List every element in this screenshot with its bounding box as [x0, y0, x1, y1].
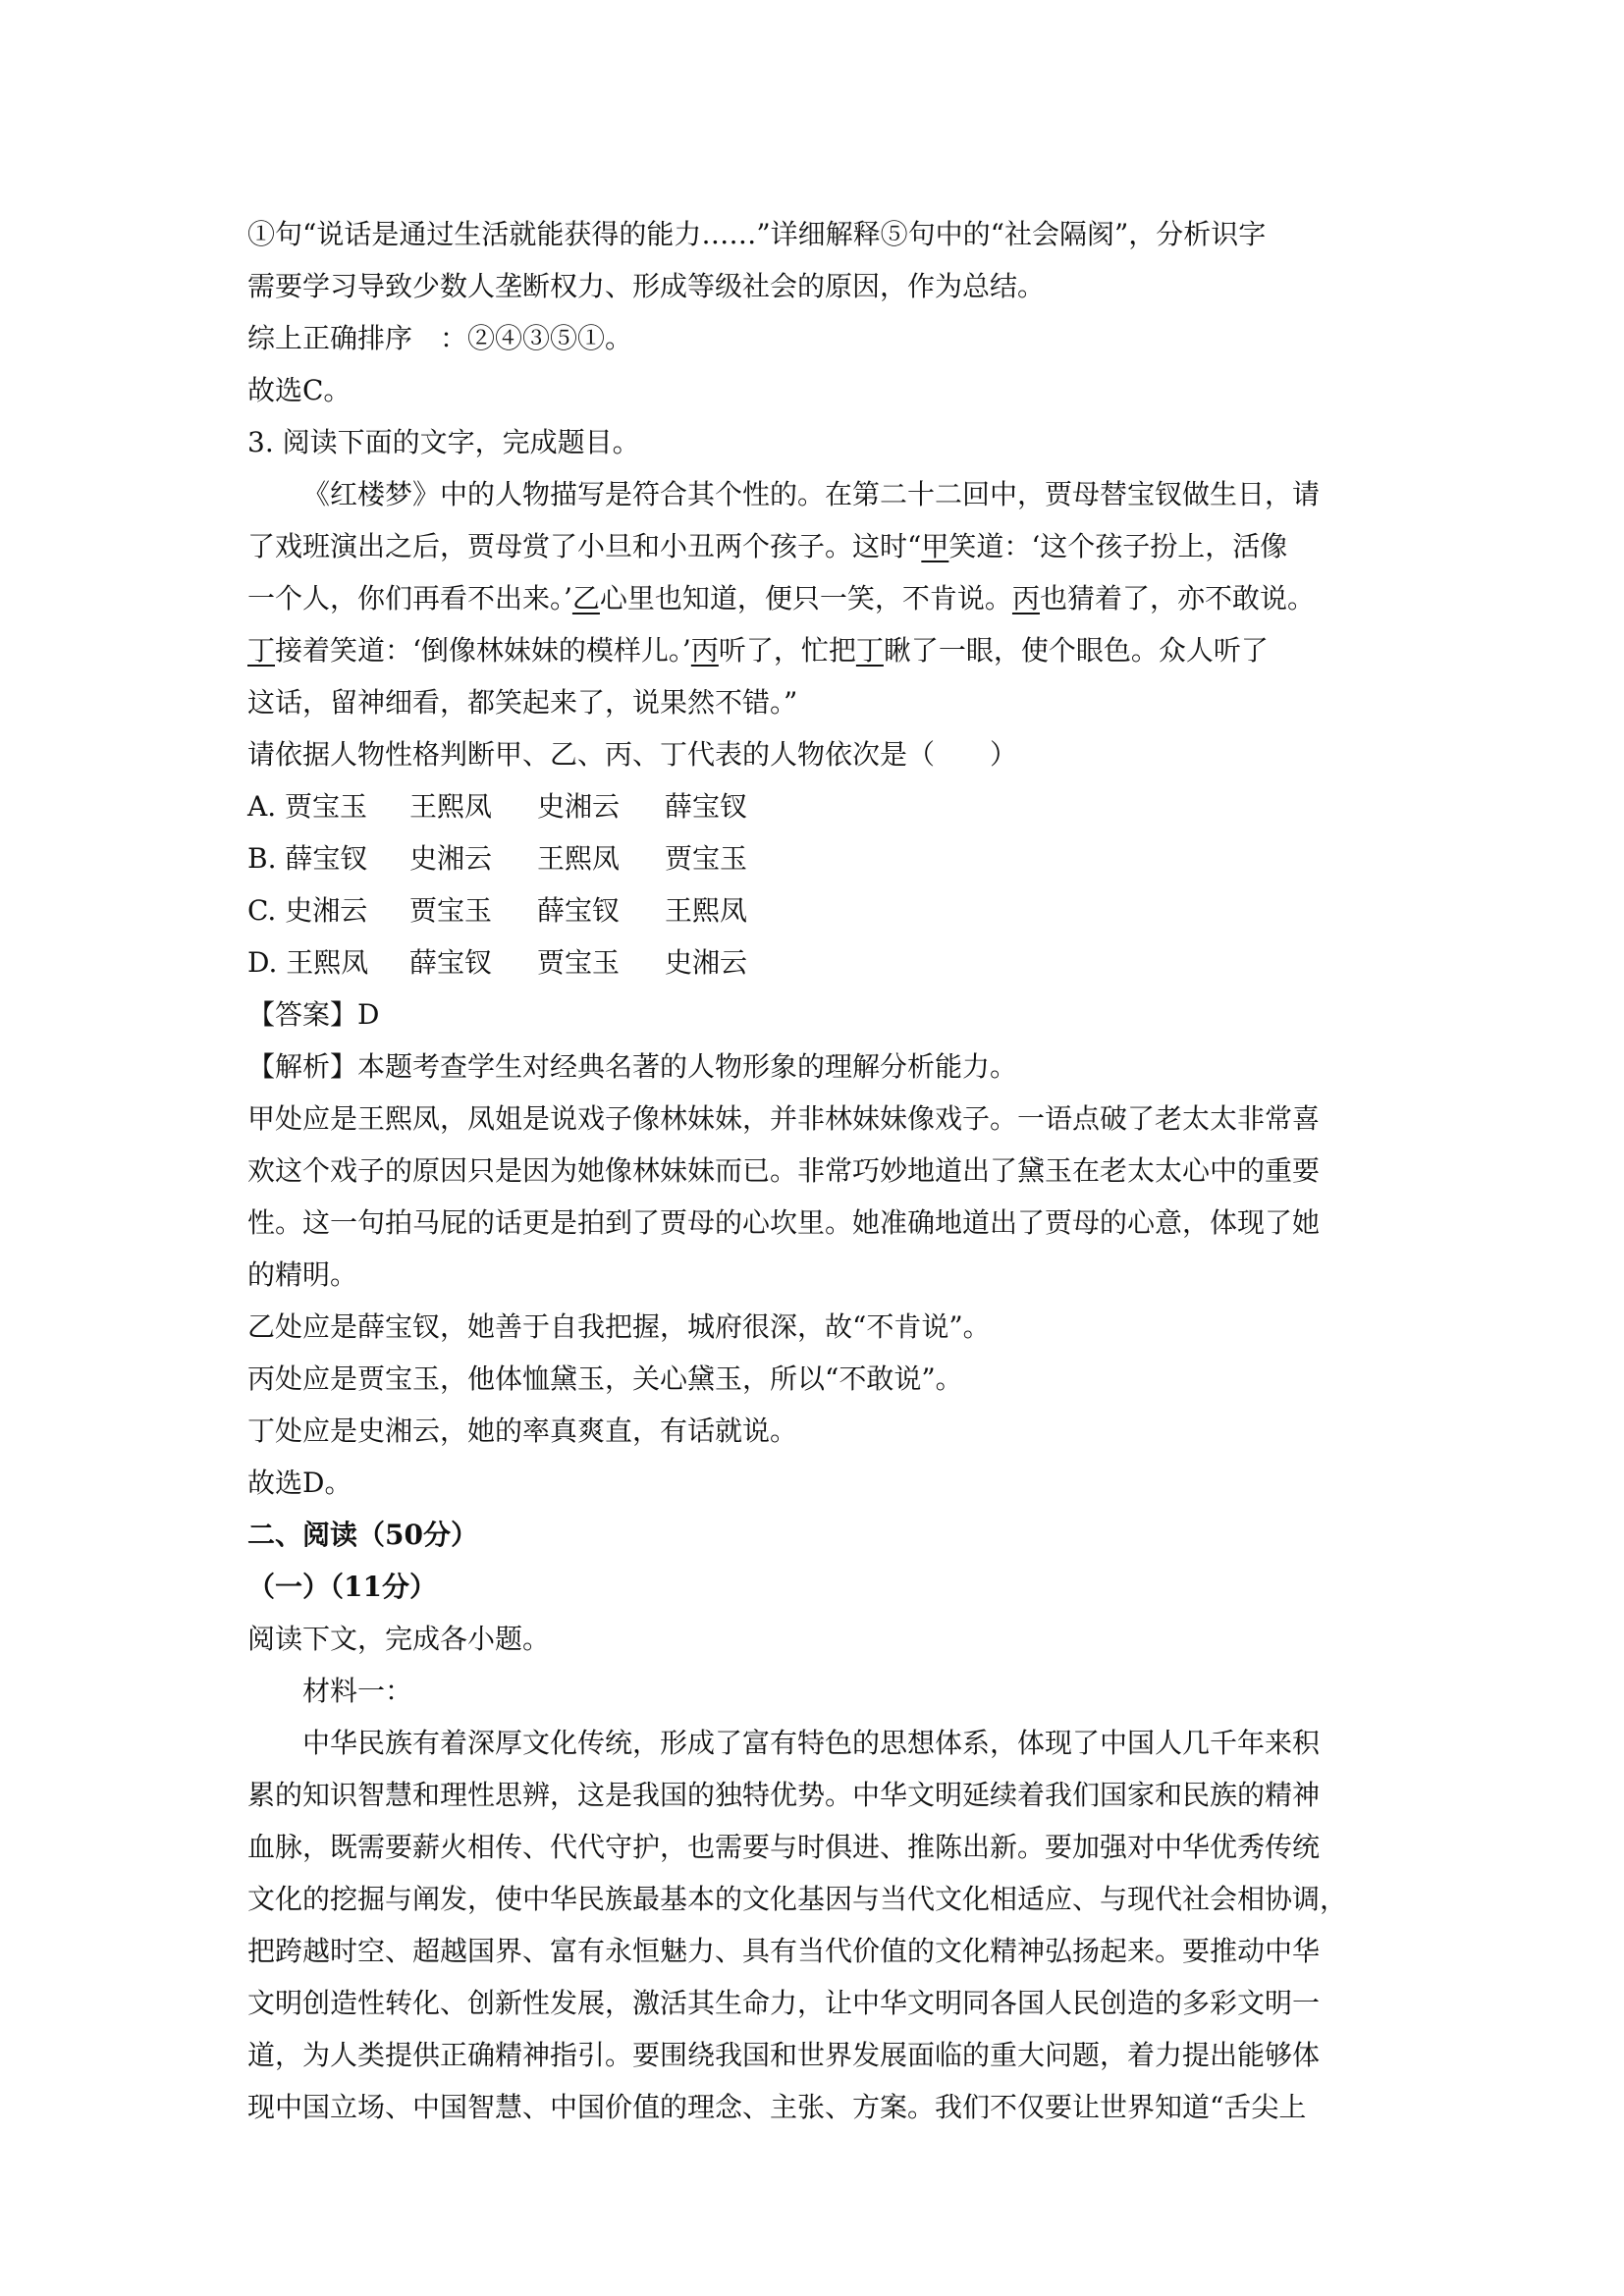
- answer-line: 【答案】D: [247, 998, 380, 1031]
- question-title: 3. 阅读下面的文字，完成题目。: [247, 426, 640, 458]
- passage-text: 也猜着了，亦不敢说。: [1039, 582, 1315, 614]
- question-prompt: 请依据人物性格判断甲、乙、丙、丁代表的人物依次是（ ）: [247, 738, 1018, 771]
- choice-line: 故选C。: [247, 374, 352, 406]
- passage-line: [247, 520, 1379, 572]
- passage-text: 听了，忙把: [718, 634, 856, 667]
- option-text: 史湘云: [409, 842, 493, 875]
- option-text: B. 薛宝钗: [247, 842, 368, 875]
- option-text: 史湘云: [665, 946, 748, 979]
- option-text: 薛宝钗: [665, 790, 748, 823]
- passage-text: 了戏班演出之后，贾母赏了小旦和小丑两个孩子。这时“: [247, 530, 922, 562]
- material-text: 道，为人类提供正确精神指引。要围绕我国和世界发展面临的重大问题，着力提出能够体: [247, 2039, 1321, 2071]
- material-text: 现中国立场、中国智慧、中国价值的理念、主张、方案。我们不仅要让世界知道“舌尖上: [247, 2091, 1307, 2123]
- passage-line: [247, 624, 1379, 676]
- role-bing: 丙: [690, 634, 719, 667]
- analysis-text: 的精明。: [247, 1258, 358, 1291]
- order-line: 综上正确排序 ：②④③⑤①。: [247, 322, 633, 354]
- role-bing: 丙: [1011, 582, 1040, 614]
- option-text: 史湘云: [537, 790, 621, 823]
- option-text: D. 王熙凤: [247, 946, 369, 979]
- subsection-title: （一）（11分）: [247, 1571, 437, 1603]
- text-line: ①句“说话是通过生活就能获得的能力……”详细解释⑤句中的“社会隔阂”，分析识字: [247, 218, 1267, 250]
- material-text: 文明创造性转化、创新性发展，激活其生命力，让中华文明同各国人民创造的多彩文明一: [247, 1987, 1321, 2019]
- option-a: [247, 780, 1379, 832]
- option-text: 贾宝玉: [665, 842, 748, 875]
- analysis-text: 性。这一句拍马屁的话更是拍到了贾母的心坎里。她准确地道出了贾母的心意，体现了她: [247, 1206, 1321, 1239]
- option-text: 薛宝钗: [537, 894, 621, 927]
- analysis-text: 乙处应是薛宝钗，她善于自我把握，城府很深，故“不肯说”。: [247, 1310, 991, 1343]
- passage-text: 一个人，你们再看不出来。’: [247, 582, 572, 614]
- option-b: [247, 832, 1379, 884]
- section-title: 二、阅读（50分）: [247, 1519, 478, 1551]
- option-text: 薛宝钗: [409, 946, 493, 979]
- analysis-text: 丁处应是史湘云，她的率真爽直，有话就说。: [247, 1415, 798, 1447]
- analysis-text: 欢这个戏子的原因只是因为她像林妹妹而已。非常巧妙地道出了黛玉在老太太心中的重要: [247, 1154, 1321, 1187]
- option-text: 王熙凤: [537, 842, 621, 875]
- text-line: 需要学习导致少数人垄断权力、形成等级社会的原因，作为总结。: [247, 270, 1046, 302]
- option-text: 贾宝玉: [409, 894, 493, 927]
- analysis-line: 【解析】本题考查学生对经典名著的人物形象的理解分析能力。: [247, 1050, 1018, 1083]
- option-text: A. 贾宝玉: [247, 790, 368, 823]
- role-jia: 甲: [921, 530, 949, 562]
- material-text: 把跨越时空、超越国界、富有永恒魅力、具有当代价值的文化精神弘扬起来。要推动中华: [247, 1935, 1321, 1967]
- passage-text: 接着笑道：‘倒像林妹妹的模样儿。’: [275, 634, 691, 667]
- role-yi: 乙: [571, 582, 600, 614]
- passage-line: 这话，留神细看，都笑起来了，说果然不错。”: [247, 686, 798, 719]
- analysis-text: 甲处应是王熙凤，凤姐是说戏子像林妹妹，并非林妹妹像戏子。一语点破了老太太非常喜: [247, 1102, 1321, 1135]
- passage-line: [247, 572, 1379, 624]
- option-text: C. 史湘云: [247, 894, 368, 927]
- instruction-line: 阅读下文，完成各小题。: [247, 1623, 551, 1655]
- material-text: 累的知识智慧和理性思辨，这是我国的独特优势。中华文明延续着我们国家和民族的精神: [247, 1779, 1321, 1811]
- passage-line: 《红楼梦》中的人物描写是符合其个性的。在第二十二回中，贾母替宝钗做生日，请: [302, 478, 1321, 510]
- passage-text: 笑道：‘这个孩子扮上，活像: [948, 530, 1288, 562]
- material-text: 中华民族有着深厚文化传统，形成了富有特色的思想体系，体现了中国人几千年来积: [302, 1727, 1321, 1759]
- role-ding: 丁: [855, 634, 884, 667]
- material-label: 材料一：: [302, 1675, 413, 1707]
- option-c: [247, 884, 1379, 936]
- material-text: 文化的挖掘与阐发，使中华民族最基本的文化基因与当代文化相适应、与现代社会相协调，: [247, 1883, 1348, 1915]
- choice-line: 故选D。: [247, 1467, 352, 1499]
- material-text: 血脉，既需要薪火相传、代代守护，也需要与时俱进、推陈出新。要加强对中华优秀传统: [247, 1831, 1321, 1863]
- option-text: 王熙凤: [665, 894, 748, 927]
- role-ding: 丁: [247, 634, 276, 667]
- option-text: 贾宝玉: [537, 946, 621, 979]
- option-d: [247, 936, 1379, 988]
- analysis-text: 丙处应是贾宝玉，他体恤黛玉，关心黛玉，所以“不敢说”。: [247, 1362, 963, 1395]
- option-text: 王熙凤: [409, 790, 493, 823]
- passage-text: 瞅了一眼，使个眼色。众人听了: [883, 634, 1269, 667]
- passage-text: 心里也知道，便只一笑，不肯说。: [599, 582, 1012, 614]
